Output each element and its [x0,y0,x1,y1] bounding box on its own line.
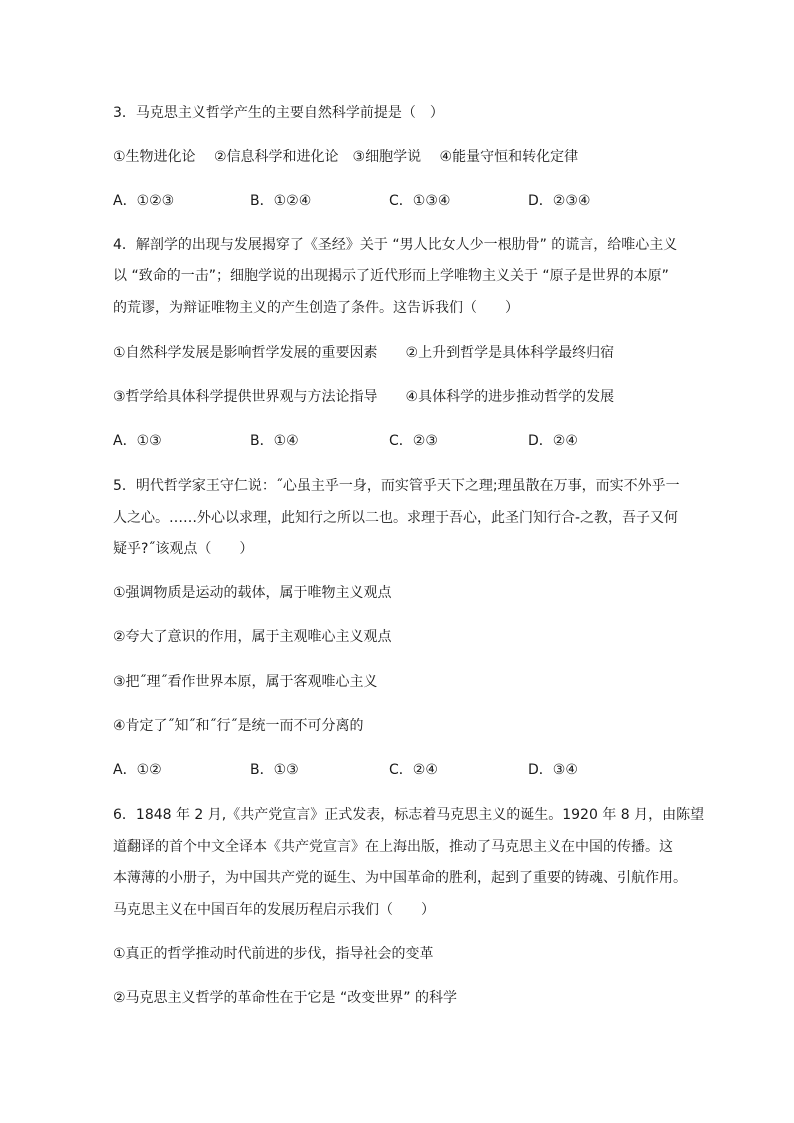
question-6-stem-line: 本薄薄的小册子，为中国共产党的诞生、为中国革命的胜利，起到了重要的铸魂、引航作用。 [113,870,687,886]
question-6-stem-line: 马克思主义在中国百年的发展历程启示我们（ ） [113,902,435,918]
question-3-option-a: A．①②③ [113,193,175,209]
question-3-statements: ①生物进化论 ②信息科学和进化论 ③细胞学说 ④能量守恒和转化定律 [113,149,579,165]
question-5-stem-line: 5．明代哲学家王守仁说：˝心虽主乎一身，而实管乎天下之理;理虽散在万事，而实不外乎一 [113,478,680,494]
question-4-stem-line: 以 “致命的一击”；细胞学说的出现揭示了近代形而上学唯物主义关于 “原子是世界的本原” [113,268,669,284]
question-4-statement-line: ①自然科学发展是影响哲学发展的重要因素 ②上升到哲学是具体科学最终归宿 [113,345,615,361]
question-4-stem-line: 的荒谬，为辩证唯物主义的产生创造了条件。这告诉我们（ ） [113,300,519,316]
question-5-statement: ①强调物质是运动的载体，属于唯物主义观点 [113,585,392,601]
question-5-option-c: C．②④ [389,762,438,778]
question-3-option-d: D．②③④ [528,193,591,209]
question-4-option-d: D．②④ [528,433,578,449]
question-4-option-b: B．①④ [250,433,299,449]
question-3-stem: 3．马克思主义哲学产生的主要自然科学前提是（ ） [113,105,444,121]
question-3-option-b: B．①②④ [250,193,312,209]
question-5-statement: ②夸大了意识的作用，属于主观唯心主义观点 [113,629,392,645]
question-5-statement: ③把˝理˝看作世界本原，属于客观唯心主义 [113,674,378,690]
question-6-stem-line: 6．1848 年 2 月,《共产党宣言》正式发表，标志着马克思主义的诞生。1920 年 8 月，由陈望 [113,807,705,823]
question-4-option-a: A．①③ [113,433,162,449]
question-5-option-a: A．①② [113,762,162,778]
question-4-stem-line: 4．解剖学的出现与发展揭穿了《圣经》关于 “男人比女人少一根肋骨” 的谎言，给唯心主义 [113,237,678,253]
question-4-option-c: C．②③ [389,433,438,449]
question-6-statement: ①真正的哲学推动时代前进的步伐，指导社会的变革 [113,946,434,962]
question-5-option-b: B．①③ [250,762,299,778]
question-3-option-c: C．①③④ [389,193,451,209]
question-5-stem-line: 人之心。……外心以求理，此知行之所以二也。求理于吾心，此圣门知行合-之教，吾子又何 [113,510,679,526]
question-5-statement: ④肯定了˝知˝和˝行˝是统一而不可分离的 [113,718,364,734]
question-6-statement: ②马克思主义哲学的革命性在于它是 “改变世界” 的科学 [113,990,457,1006]
question-5-stem-line: 疑乎?˝该观点（ ） [113,541,254,557]
question-5-option-d: D．③④ [528,762,578,778]
question-6-stem-line: 道翻译的首个中文全译本《共产党宣言》在上海出版，推动了马克思主义在中国的传播。这 [113,839,673,855]
question-4-statement-line: ③哲学给具体科学提供世界观与方法论指导 ④具体科学的进步推动哲学的发展 [113,389,615,405]
